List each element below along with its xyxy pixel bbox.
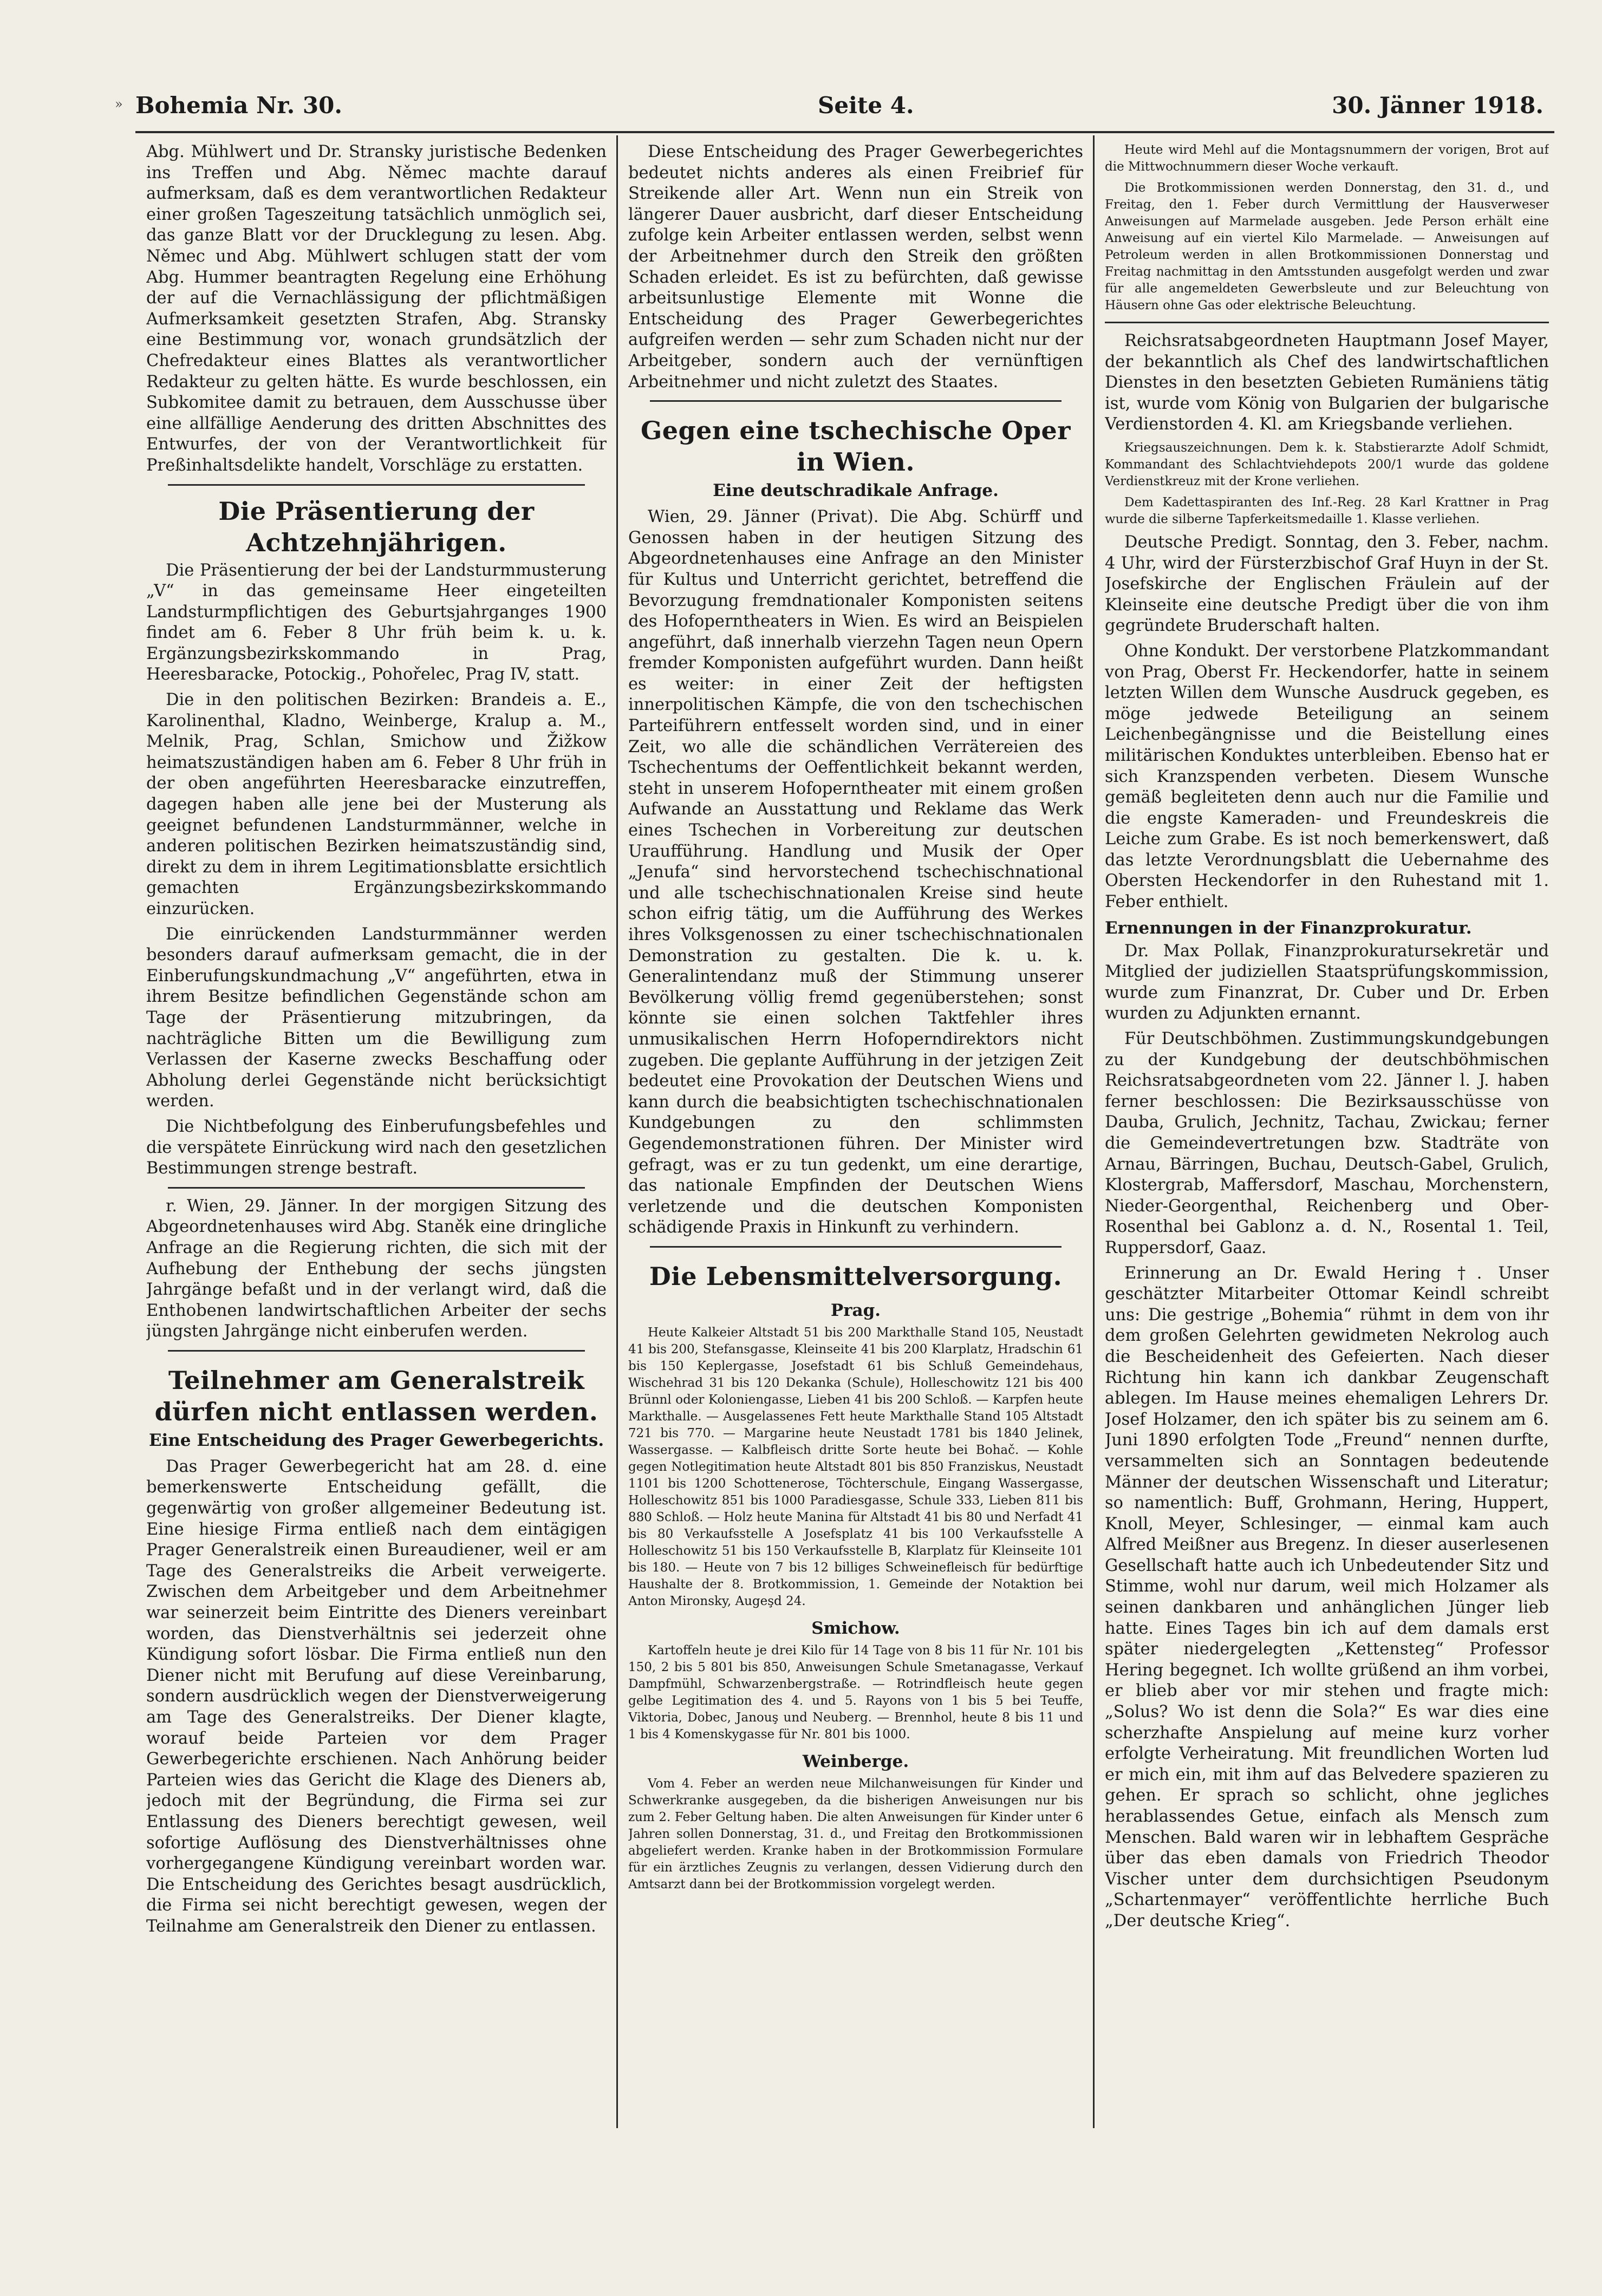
paragraph: Die Präsentierung der bei der Landsturmmusterung „V“ in das gemeinsame Heer eingeteilten Landsturmpflichtigen des Geburtsjahrganges 1900 findet am 6. Feber 8 Uhr früh beim k. u. k. Ergänzungsbezirkskommando in Prag, Heeresbaracke, Potockig., Pohořelec, Prag IV, statt. bbox=[146, 560, 607, 684]
paragraph: Die in den politischen Bezirken: Brandeis a. E., Karolinenthal, Kladno, Weinberge, Kralup a. M., Melnik, Prag, Schlan, Smichow und Žižkow heimatszuständigen haben am 6. Feber 8 Uhr früh in der oben angeführten Heeresbaracke einzutreffen, dagegen haben alle jene bei der Musterung als geeignet befundenen Landsturmmänner, welche in anderen politischen Bezirken heimatszuständig sind, direkt zu dem in ihrem Legitimationsblatte ersichtlich gemachten Ergänzungsbezirkskommando einzurücken. bbox=[146, 690, 607, 918]
paragraph: Vom 4. Feber an werden neue Milchanweisungen für Kinder und Schwerkranke ausgegeben, da die bisherigen Anweisungen nur bis zum 2. Feber Geltung haben. Die alten Anweisungen für Kinder unter 6 Jahren sollen Donnerstag, 31. d., und Freitag den Brotkommissionen abgeliefert werden. Kranke haben in der Brotkommission Formulare für ein ärztliches Zeugnis zu verlangen, dessen Vidierung durch den Amtsarzt dann bei der Brotkommission vorgelegt werden. bbox=[628, 1776, 1083, 1891]
article-press-law-continued: Abg. Mühlwert und Dr. Stransky juristische Bedenken ins Treffen und Abg. Němec machte darauf aufmerksam, daß es dem verantwortlichen Redakteur einer großen Tageszeitung tatsächlich unmöglich sei, das ganze Blatt vor der Drucklegung zu lesen. Abg. Němec und Abg. Mühlwert schlugen statt der vom Abg. Hummer beantragten Regelung eine Erhöhung der auf die Vernachlässigung der pflichtmäßigen Aufmerksamkeit gesetzten Strafen, Abg. Stransky eine Bestimmung vor, wonach grundsätzlich der Chefredakteur eines Blattes als verantwortlicher Redakteur zu gelten hätte. Es wurde beschlossen, ein Subkomitee damit zu betrauen, dem Ausschusse über eine allfällige Aenderung des dritten Abschnittes des Entwurfes, der von der Verantwortlichkeit für Preßinhaltsdelikte handelt, Vorschläge zu erstatten. bbox=[146, 142, 607, 475]
article-separator bbox=[650, 400, 1062, 402]
headline-generalstreik-1: Teilnehmer am Generalstreik bbox=[168, 1365, 585, 1395]
column-2 bbox=[628, 142, 1083, 2124]
subheadline-anfrage: Eine deutschradikale Anfrage. bbox=[713, 481, 999, 501]
subheadline-smichow: Smichow. bbox=[811, 1618, 900, 1638]
article-ernennungen: Dr. Max Pollak, Finanzprokuratursekretär und Mitglied der judiziellen Staatsprüfungskommission, wurde zum Finanzrat, Dr. Cuber und Dr. Erben wurden zu Adjunkten ernannt. bbox=[1105, 941, 1549, 1023]
paragraph: Die Nichtbefolgung des Einberufungsbefehles und die verspätete Einrückung wird nach den gesetzlichen Bestimmungen strenge bestraft. bbox=[146, 1117, 607, 1178]
headline-praesentierung: Die Präsentierung der Achtzehnjährigen. bbox=[218, 496, 535, 557]
paragraph: Wien, 29. Jänner (Privat). Die Abg. Schürff und Genossen haben in der heutigen Sitzung des Abgeordnetenhauses eine Anfrage an den Minister für Kultus und Unterricht gerichtet, betreffend die Bevorzugung fremdnationaler Komponisten seitens des Hofoperntheaters in Wien. Es wird an Beispielen angeführt, daß innerhalb vierzehn Tagen neun Opern fremder Komponisten aufgeführt wurden. Dann heißt es weiter: in einer Zeit der heftigsten innerpolitischen Kämpfe, die von den tschechischen Parteiführern entfesselt worden sind, und in einer Zeit, wo alle die schändlichen Verrätereien des Tschechentums der Oeffentlichkeit bekannt werden, steht in unserem Hofoperntheater mit einem großen Aufwande an Ausstattung und Reklame das Werk eines Tschechen in Vorbereitung zur deutschen Uraufführung. Handlung und Musik der Oper „Jenufa“ sind hervorstechend tschechischnational und alle tschechischnationalen Kreise sind heute schon eifrig tätig, um die Aufführung des Werkes ihres Volksgenossen zu einer tschechischnationalen Demonstration zu gestalten. Die k. u. k. Generalintendanz muß der Stimmung unserer Bevölkerung völlig fremd gegenüberstehen; sonst könnte sie einen solchen Taktfehler ihres unmusikalischen Herrn Hofoperndirektors nicht zugeben. Die geplante Aufführung in der jetzigen Zeit bedeutet eine Provokation der Deutschen Wiens und kann durch die beabsichtigten tschechischnationalen Kundgebungen zu den schlimmsten Gegendemonstrationen führen. Der Minister wird gefragt, was er zu tun gedenkt, um eine derartige, das nationale Empfinden der Deutschen Wiens verletzende und die deutschen Komponisten schädigende Praxis in Hinkunft zu verhindern. bbox=[628, 507, 1083, 1237]
article-kriegsauszeichnungen-2: Dem Kadettaspiranten des Inf.-Reg. 28 Karl Krattner in Prag wurde die silberne Tapferkeitsmedaille 1. Klasse verliehen. bbox=[1105, 495, 1549, 526]
article-separator bbox=[168, 484, 585, 486]
column-3 bbox=[1105, 142, 1549, 2124]
subheadline-prag: Prag. bbox=[830, 1300, 881, 1320]
article-hering: Erinnerung an Dr. Ewald Hering †. Unser geschätzter Mitarbeiter Ottomar Keindl schreibt uns: Die gestrige „Bohemia“ rühmt in dem von ihr dem großen Gelehrten gewidmeten Nekrolog auch die Bescheidenheit des Gefeierten. Nach dieser Richtung hin kann ich dankbar Zeugenschaft ablegen. Im Hause meines ehemaligen Lehrers Dr. Josef Holzamer, den ich später bis zu seinem am 6. Juni 1890 erfolgten Tode „Freund“ nennen durfte, versammelten sich an Sonntagen bedeutende Männer der deutschen Wissenschaft und Literatur; so namentlich: Buff, Grohmann, Hering, Huppert, Knoll, Meyer, Schlesinger, — einmal kam auch Alfred Meißner aus Bregenz. In dieser auserlesenen Gesellschaft hatte auch ich Unbedeutender Sitz und Stimme, wohl nur darum, weil mich Holzamer als seinen dankbaren und anhänglichen Jünger lieb hatte. Eines Tages bin ich auf dem damals erst später niedergelegten „Kettensteg“ Professor Hering begegnet. Ich wollte grüßend an ihm vorbei, er blieb aber vor mir stehen und fragte mich: „Solus? Wo ist denn die Sola?“ Es war dies eine scherzhafte Anspielung auf meine kurz vorher erfolgte Verheiratung. Mit freundlichen Worten lud er mich ein, mit ihm auf das Belvedere spazieren zu gehen. Er sprach so schlicht, ohne jegliches herablassendes Getue, einfach als Mensch zum Menschen. Bald waren wir in lebhaftem Gespräche über das eben damals von Friedrich Theodor Vischer unter dem durchsichtigen Pseudonym „Schartenmayer“ veröffentlichte herrliche Buch „Der deutsche Krieg“. bbox=[1105, 1263, 1549, 1930]
page-header bbox=[135, 87, 1544, 125]
header-page-number: Seite 4. bbox=[818, 92, 914, 119]
header-date: 30. Jänner 1918. bbox=[1332, 92, 1544, 119]
headline-generalstreik-2: dürfen nicht entlassen werden. bbox=[154, 1397, 598, 1426]
article-separator bbox=[168, 1187, 585, 1189]
article-deutsche-predigt: Deutsche Predigt. Sonntag, den 3. Feber, nachm. 4 Uhr, wird der Fürsterzbischof Graf Huyn in der St. Josefskirche der Englischen Fräulein auf der Kleinseite eine deutsche Predigt über die von ihm gegründete Bruderschaft halten. bbox=[1105, 532, 1549, 636]
header-publication: Bohemia Nr. 30. bbox=[135, 92, 342, 119]
subheadline-gewerbegericht: Eine Entscheidung des Prager Gewerbegerichts. bbox=[148, 1430, 604, 1450]
paragraph: Heute Kalkeier Altstadt 51 bis 200 Markthalle Stand 105, Neustadt 41 bis 200, Stefansgasse, Kleinseite 41 bis 200 Klarplatz, Hradschin 61 bis 150 Keplergasse, Josefstadt 61 bis Schluß Gemeindehaus, Wischehrad 31 bis 120 Dekanka (Schule), Holleschowitz 121 bis 400 Brünnl oder Koloniengasse, Lieben 41 bis 200 Schloß. — Karpfen heute Markthalle. — Ausgelassenes Fett heute Markthalle Stand 105 Altstadt 721 bis 770. — Margarine heute Neustadt 1781 bis 1840 Jelinek, Wassergasse. — Kalbfleisch dritte Sorte heute bei Bohač. — Kohle gegen Notlegitimation heute Altstadt 801 bis 850 Franziskus, Neustadt 1101 bis 1200 Schottenerose, Töchterschule, Eingang Wassergasse, Holleschowitz 851 bis 1000 Paradiesgasse, Schule 333, Lieben 811 bis 880 Schloß. — Holz heute Manina für Altstadt 41 bis 80 und Nerfadt 41 bis 80 Verkaufsstelle A Josefsplatz 41 bis 100 Verkaufsstelle A Holleschowitz 51 bis 150 Verkaufsstelle B, Klarplatz für Kleinseite 101 bis 180. — Heute von 7 bis 12 billiges Schweinefleisch für bedürftige Haushalte der 8. Brotkommission, 1. Gemeinde der Notaktion bei Anton Mironsky, Augeşd 24. bbox=[628, 1325, 1083, 1608]
column-1 bbox=[146, 142, 607, 2124]
article-ohne-kondukt: Ohne Kondukt. Der verstorbene Platzkommandant von Prag, Oberst Fr. Heckendorfer, hatte in seinem letzten Willen dem Wunsche Ausdruck gegeben, es möge jedwede Beteiligung an seinem Leichenbegängnisse und die Beistellung eines militärischen Konduktes unterbleiben. Ebenso hat er sich Kranzspenden verbeten. Diesem Wunsche gemäß begleiteten denn auch nur die Familie und die engste Kameraden- und Freundeskreis die Leiche zum Grabe. Es ist noch bemerkenswert, daß das letzte Verordnungsblatt die Uebernahme des Obersten Heckendorfer in den Ruhestand mit 1. Feber enthielt. bbox=[1105, 641, 1549, 912]
article-separator bbox=[650, 1246, 1062, 1248]
paragraph: Die einrückenden Landsturmmänner werden besonders darauf aufmerksam gemacht, die in der Einberufungskundmachung „V“ angeführten, etwa in ihrem Besitze befindlichen Gegenstände schon am Tage der Präsentierung mitzubringen, da nachträgliche Bitten um die Bewilligung zum Verlassen der Kaserne zwecks Beschaffung oder Abholung derlei Gegenstände nicht berücksichtigt werden. bbox=[146, 924, 607, 1111]
article-mayer: Reichsratsabgeordneten Hauptmann Josef Mayer, der bekanntlich als Chef des landwirtschaftlichen Dienstes in den besetzten Gebieten Rumäniens tätig ist, wurde vom König von Bulgarien der bulgarische Verdienstorden 4. Kl. am Kriegsbande verliehen. bbox=[1105, 331, 1549, 434]
header-rule bbox=[135, 131, 1554, 133]
margin-mark: » bbox=[115, 96, 123, 112]
subheadline-weinberge: Weinberge. bbox=[802, 1751, 909, 1771]
paragraph: Heute wird Mehl auf die Montagsnummern der vorigen, Brot auf die Mittwochnummern dieser Woche verkauft. bbox=[1105, 143, 1549, 174]
article-separator bbox=[1105, 322, 1549, 323]
article-deutschboehmen: Für Deutschböhmen. Zustimmungskundgebungen zu der Kundgebung der deutschböhmischen Reichsratsabgeordneten vom 22. Jänner l. J. haben ferner beschlossen: Die Bezirksausschüsse von Dauba, Grulich, Jechnitz, Tachau, Zwickau; ferner die Gemeindevertretungen bzw. Stadträte von Arnau, Bärringen, Buchau, Deutsch-Gabel, Grulich, Klostergrab, Maffersdorf, Maschau, Morchenstern, Nieder-Georgenthal, Reichenberg und Ober-Rosenthal bei Gablonz a. d. N., Rosental 1. Teil, Ruppersdorf, Gaaz. bbox=[1105, 1029, 1549, 1257]
article-gewerbegericht-continued: Diese Entscheidung des Prager Gewerbegerichtes bedeutet nichts anderes als einen Freibrief für Streikende aller Art. Wenn nun ein Streik von längerer Dauer ausbricht, darf dieser Entscheidung zufolge kein Arbeiter entlassen werden, selbst wenn der Arbeitnehmer durch den Streik den größten Schaden erleidet. Es ist zu befürchten, daß gewisse arbeitsunlustige Elemente mit Wonne die Entscheidung des Prager Gewerbegerichtes aufgreifen werden — sehr zum Schaden nicht nur der Arbeitgeber, sondern auch der vernünftigen Arbeitnehmer und nicht zuletzt des Staates. bbox=[628, 142, 1083, 392]
headline-tschechische-oper: Gegen eine tschechische Oper in Wien. bbox=[640, 416, 1071, 477]
paragraph: Die Brotkommissionen werden Donnerstag, den 31. d., und Freitag, den 1. Feber durch Vermittlung der Hausverweser Anweisungen auf Marmelade ausgeben. Jede Person erhält eine Anweisung auf ein viertel Kilo Marmelade. — Anweisungen auf Petroleum werden in allen Brotkommissionen Donnerstag und Freitag nachmittag in den Amtsstunden ausgefolgt werden und zwar für alle angemeldeten Gewerbsleute und zur Beleuchtung von Häusern ohne Gas oder elektrische Beleuchtung. bbox=[1105, 181, 1549, 312]
paragraph: Kartoffeln heute je drei Kilo für 14 Tage von 8 bis 11 für Nr. 101 bis 150, 2 bis 5 801 bis 850, Anweisungen Schule Smetanagasse, Verkauf Dampfmühl, Schwarzenbergstraße. — Rotrindfleisch heute gegen gelbe Legitimation des 4. und 5. Rayons von 1 bis 5 bei Teuffe, Viktoria, Dobec, Janouş und Neuberg. — Brennhol, heute 8 bis 11 und 1 bis 4 Komenskygasse für Nr. 801 bis 1000. bbox=[628, 1643, 1083, 1741]
column-divider-1 bbox=[616, 135, 618, 2128]
article-wien-anfrage: r. Wien, 29. Jänner. In der morgigen Sitzung des Abgeordnetenhauses wird Abg. Staněk eine dringliche Anfrage an die Regierung richten, die sich mit der Aufhebung der Enthebung der sechs jüngsten Jahrgänge befaßt und in der verlangt wird, daß die Enthobenen landwirtschaftlichen Arbeiter der sechs jüngsten Jahrgänge nicht einberufen werden. bbox=[146, 1196, 607, 1341]
column-divider-2 bbox=[1093, 135, 1095, 2128]
article-separator bbox=[168, 1350, 585, 1352]
headline-ernennungen: Ernennungen in der Finanzprokuratur. bbox=[1105, 918, 1472, 938]
article-kriegsauszeichnungen: Kriegsauszeichnungen. Dem k. k. Stabstierarzte Adolf Schmidt, Kommandant des Schlachtviehdepots 200/1 wurde das goldene Verdienstkreuz mit der Krone verliehen. bbox=[1105, 440, 1549, 488]
paragraph: Das Prager Gewerbegericht hat am 28. d. eine bemerkenswerte Entscheidung gefällt, die gegenwärtig von großer allgemeiner Bedeutung ist. Eine hiesige Firma entließ nach dem eintägigen Prager Generalstreik einen Bureaudiener, weil er am Tage des Generalstreiks die Arbeit verweigerte. Zwischen dem Arbeitgeber und dem Arbeitnehmer war seinerzeit beim Eintritte des Dieners vereinbart worden, das Dienstverhältnis sei jederzeit ohne Kündigung sofort lösbar. Die Firma entließ nun den Diener nicht mit Berufung auf diese Vereinbarung, sondern ausdrücklich wegen der Dienstverweigerung am Tage des Generalstreiks. Der Diener klagte, worauf beide Parteien vor dem Prager Gewerbegerichte erschienen. Nach Anhörung beider Parteien wies das Gericht die Klage des Dieners ab, jedoch mit der Begründung, die Firma sei zur Entlassung des Dieners berechtigt gewesen, weil sofortige Auflösung des Dienstverhältnisses ohne vorhergegangene Kündigung vereinbart worden war. Die Entscheidung des Gerichtes besagt ausdrücklich, die Firma sei nicht berechtigt gewesen, wegen der Teilnahme am Generalstreik den Diener zu entlassen. bbox=[146, 1457, 607, 1936]
headline-lebensmittelversorgung: Die Lebensmittelversorgung. bbox=[649, 1261, 1063, 1291]
